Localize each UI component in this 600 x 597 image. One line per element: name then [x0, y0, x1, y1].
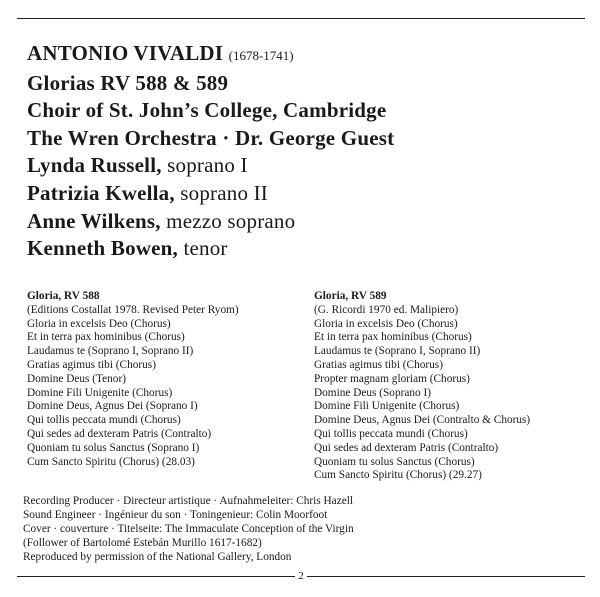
soloist-name: Patrizia Kwella, — [27, 180, 175, 205]
soloist-name: Lynda Russell, — [27, 153, 162, 178]
edition-note: (G. Ricordi 1970 ed. Malipiero) — [314, 303, 459, 316]
header-block — [27, 40, 394, 263]
section-title: Gloria, RV 588 — [27, 290, 100, 302]
movement-item: Laudamus te (Soprano I, Soprano II) — [27, 345, 194, 358]
movement-item: Et in terra pax hominibus (Chorus) — [314, 331, 472, 344]
movement-item: Quoniam tu solus Sanctus (Chorus) — [314, 455, 475, 468]
credit-line: Sound Engineer · Ingénieur du son · Toningenieur: Colin Moorfoot — [23, 509, 328, 521]
section-title: Gloria, RV 589 — [314, 290, 387, 302]
soloist-name: Kenneth Bowen, — [27, 236, 178, 261]
movement-item: Domine Deus, Agnus Dei (Contralto & Chorus) — [314, 414, 531, 427]
movement-item: Cum Sancto Spiritu (Chorus) (29.27) — [314, 469, 482, 482]
movement-item: Gloria in excelsis Deo (Chorus) — [314, 317, 458, 330]
movement-item: Qui tollis peccata mundi (Chorus) — [314, 427, 468, 440]
movement-item: Laudamus te (Soprano I, Soprano II) — [314, 345, 481, 358]
movement-item: Qui sedes ad dexteram Patris (Contralto) — [314, 441, 499, 454]
movement-item: Gratias agimus tibi (Chorus) — [314, 358, 443, 371]
credits-block — [23, 494, 354, 564]
gloria-588-tracklist — [27, 290, 239, 469]
work-title: Glorias RV 588 & 589 — [27, 70, 229, 95]
movement-item: Domine Fili Unigenite (Chorus) — [27, 386, 173, 399]
movement-item: Domine Deus (Soprano I) — [314, 386, 432, 399]
movement-item: Gloria in excelsis Deo (Chorus) — [27, 317, 171, 330]
movement-item: Domine Deus, Agnus Dei (Soprano I) — [27, 400, 198, 413]
movement-item: Quoniam tu solus Sanctus (Soprano I) — [27, 441, 200, 454]
edition-note: (Editions Costallat 1978. Revised Peter Ryom) — [27, 303, 239, 316]
movement-item: Cum Sancto Spiritu (Chorus) (28.03) — [27, 455, 195, 468]
soloist-role: soprano II — [180, 180, 269, 205]
credit-line: Reproduced by permission of the National Gallery, London — [23, 551, 292, 563]
composer-line — [27, 40, 394, 70]
gloria-589-tracklist — [314, 290, 530, 483]
footer-rule-left — [17, 576, 295, 577]
soloist-role: mezzo soprano — [166, 208, 296, 233]
movement-item: Domine Fili Unigenite (Chorus) — [314, 400, 460, 413]
credit-line: Recording Producer · Directeur artistique · Aufnahmeleiter: Chris Hazell — [23, 495, 354, 507]
movement-item: Gratias agimus tibi (Chorus) — [27, 358, 156, 371]
footer-rule-right — [307, 576, 585, 577]
soloist-name: Anne Wilkens, — [27, 208, 161, 233]
soloist — [27, 152, 394, 180]
movement-item: Et in terra pax hominibus (Chorus) — [27, 331, 185, 344]
page-footer — [17, 569, 585, 583]
soloist-role: soprano I — [167, 153, 248, 178]
soloist-role: tenor — [183, 236, 228, 261]
composer-dates: (1678-1741) — [228, 48, 294, 63]
credit-line: (Follower of Bartolomé Estebán Murillo 1617-1682) — [23, 537, 262, 549]
page-number: 2 — [298, 570, 304, 582]
soloist — [27, 208, 394, 236]
movement-item: Domine Deus (Tenor) — [27, 372, 126, 385]
movement-item: Qui sedes ad dexteram Patris (Contralto) — [27, 427, 212, 440]
composer-name: ANTONIO VIVALDI — [27, 41, 224, 65]
orchestra-conductor: The Wren Orchestra · Dr. George Guest — [27, 125, 395, 150]
soloist — [27, 235, 394, 263]
credit-line: Cover · couverture · Titelseite: The Immaculate Conception of the Virgin — [23, 523, 354, 535]
choir-name: Choir of St. John’s College, Cambridge — [27, 98, 387, 123]
movement-item: Propter magnam gloriam (Chorus) — [314, 372, 470, 385]
movement-item: Qui tollis peccata mundi (Chorus) — [27, 414, 181, 427]
top-rule — [17, 18, 585, 19]
soloist — [27, 180, 394, 208]
